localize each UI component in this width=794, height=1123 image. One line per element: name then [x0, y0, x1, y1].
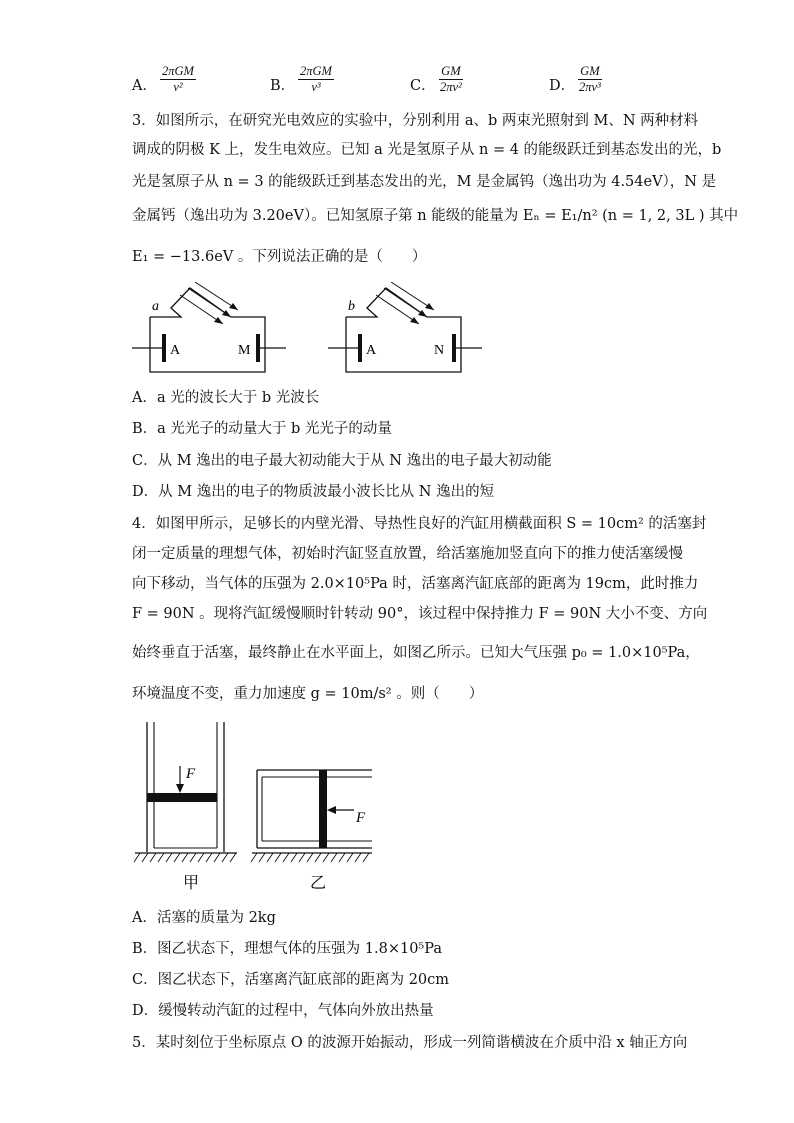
plate-label-a: A [170, 343, 181, 358]
denominator: 2πv² [440, 80, 462, 94]
q3-stem-line-3: 光是氢原子从 n = 3 的能级跃迁到基态发出的光，M 是金属钨（逸出功为 4.54eV），N 是 [132, 174, 717, 190]
q4-stem-line-5: 始终垂直于活塞，最终静止在水平面上，如图乙所示。已知大气压强 p₀ = 1.0×10⁵Pa， [132, 645, 700, 661]
plate-label-a: A [366, 343, 377, 358]
force-label-vertical: F [186, 766, 196, 782]
q3-option-b[interactable]: B．a 光光子的动量大于 b 光光子的动量 [132, 421, 392, 437]
q2-options [132, 64, 672, 100]
fraction [298, 64, 334, 95]
q3-option-c[interactable]: C．从 M 逸出的电子最大初动能大于从 N 逸出的电子最大初动能 [132, 453, 552, 469]
tube-figure-left [132, 282, 286, 372]
q4-stem-line-4: F = 90N 。现将汽缸缓慢顺时针转动 90°，该过程中保持推力 F = 90N 大小不变、方向 [132, 606, 708, 622]
numerator: GM [580, 64, 600, 78]
caption-jia: 甲 [183, 875, 200, 892]
q4-stem-line-6: 环境温度不变，重力加速度 g = 10m/s² 。则（ ） [132, 686, 484, 702]
q4-stem-line-2: 闭一定质量的理想气体，初始时汽缸竖直放置，给活塞施加竖直向下的推力使活塞缓慢 [132, 546, 683, 562]
q5-stem-line-1: 5．某时刻位于坐标原点 O 的波源开始振动，形成一列简谐横波在介质中沿 x 轴正方向 [132, 1035, 688, 1051]
caption-yi: 乙 [310, 875, 327, 892]
numerator: 2πGM [162, 64, 194, 78]
q4-option-d[interactable]: D．缓慢转动汽缸的过程中，气体向外放出热量 [132, 1003, 434, 1019]
beam-label-b: b [348, 299, 355, 314]
q3-option-a[interactable]: A．a 光的波长大于 b 光波长 [132, 390, 320, 406]
numerator: GM [441, 64, 461, 78]
q4-stem-line-3: 向下移动，当气体的压强为 2.0×10⁵Pa 时，活塞离汽缸底部的距离为 19cm，此时推力 [132, 576, 699, 592]
q4-option-a[interactable]: A．活塞的质量为 2kg [132, 910, 276, 926]
q3-stem-line-2: 调成的阴极 K 上，发生电效应。已知 a 光是氢原子从 n = 4 的能级跃迁到基态发出的光，b [132, 142, 722, 158]
option-label: B． [270, 78, 296, 94]
q3-stem-line-4: 金属钙（逸出功为 3.20eV）。已知氢原子第 n 能级的能量为 Eₙ = E₁/n² (n = 1, 2, 3L ) 其中 [132, 208, 739, 224]
horizontal-cylinder-figure [251, 770, 372, 892]
q4-stem-line-1: 4．如图甲所示，足够长的内壁光滑、导热性良好的汽缸用横截面积 S = 10cm² 的活塞封 [132, 516, 707, 532]
vertical-cylinder-figure [134, 722, 237, 892]
numerator: 2πGM [300, 64, 332, 78]
option-label: D． [549, 78, 576, 94]
q3-option-d[interactable]: D．从 M 逸出的电子的物质波最小波长比从 N 逸出的短 [132, 484, 495, 500]
option-label: A． [132, 78, 157, 94]
denominator: v² [173, 80, 183, 94]
cylinder-figures [130, 722, 380, 894]
q3-stem-line-5: E₁ = −13.6eV 。下列说法正确的是（ ） [132, 249, 427, 265]
option-label: C． [410, 78, 436, 94]
q4-option-c[interactable]: C．图乙状态下，活塞离汽缸底部的距离为 20cm [132, 972, 450, 988]
force-label-horizontal: F [356, 810, 366, 826]
photoelectric-tube-figures [128, 282, 488, 382]
plate-label-n: N [434, 343, 445, 358]
beam-label-a: a [152, 299, 159, 314]
fraction [160, 64, 196, 95]
fraction [577, 64, 603, 95]
denominator: v³ [311, 80, 321, 94]
q4-option-b[interactable]: B．图乙状态下，理想气体的压强为 1.8×10⁵Pa [132, 941, 442, 957]
denominator: 2πv³ [579, 80, 601, 94]
fraction [438, 64, 464, 95]
q3-stem-line-1: 3．如图所示，在研究光电效应的实验中，分别利用 a、b 两束光照射到 M、N 两种材料 [132, 113, 699, 129]
plate-label-m: M [238, 343, 251, 358]
tube-figure-right [328, 282, 482, 372]
